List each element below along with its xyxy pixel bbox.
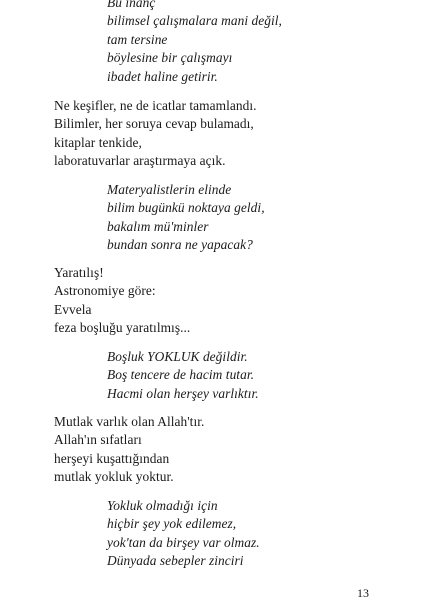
verse-line: ibadet haline getirir.	[107, 68, 218, 84]
verse-line: Boş tencere de hacim tutar.	[107, 367, 254, 383]
verse-line: Mutlak varlık olan Allah'tır.	[54, 414, 205, 429]
italic-stanza-1	[107, 0, 282, 86]
verse-line: yok'tan da birşey var olmaz.	[107, 534, 260, 550]
verse-line: bilimsel çalışmalara mani değil,	[107, 13, 282, 29]
roman-stanza-2	[54, 264, 190, 338]
verse-line: Bilimler, her soruya cevap bulamadı,	[54, 116, 254, 132]
italic-stanza-2	[107, 181, 265, 255]
verse-line: bakalım mü'minler	[107, 218, 209, 234]
verse-line: laboratuvarlar araştırmaya açık.	[54, 153, 226, 169]
verse-line: Yokluk olmadığı için	[107, 498, 218, 513]
italic-stanza-4	[107, 497, 260, 571]
verse-line: Hacmi olan herşey varlıktır.	[107, 385, 259, 401]
verse-line: tam tersine	[107, 31, 168, 47]
italic-stanza-3	[107, 348, 259, 403]
verse-line: bilim bugünkü noktaya geldi,	[107, 200, 265, 216]
roman-stanza-3	[54, 413, 204, 487]
verse-line: herşeyi kuşattığından	[54, 450, 170, 466]
verse-line: Evvela	[54, 301, 92, 317]
verse-line: hiçbir şey yok edilemez,	[107, 516, 237, 532]
verse-line: Boşluk YOKLUK değildir.	[107, 349, 248, 364]
verse-line: Astronomiye göre:	[54, 283, 156, 299]
roman-stanza-1	[54, 97, 257, 171]
verse-line: feza boşluğu yaratılmış...	[54, 320, 191, 336]
verse-line: Yaratılış!	[54, 265, 104, 280]
verse-line: Dünyada sebepler zinciri	[107, 553, 244, 569]
page-number: 13	[357, 586, 369, 600]
verse-line: Bu inanç	[107, 0, 156, 10]
verse-line: bundan sonra ne yapacak?	[107, 237, 253, 253]
verse-line: mutlak yokluk yoktur.	[54, 469, 174, 485]
verse-line: kitaplar tenkide,	[54, 134, 142, 150]
verse-line: Materyalistlerin elinde	[107, 182, 232, 197]
verse-line: Allah'ın sıfatları	[54, 432, 142, 448]
verse-line: Ne keşifler, ne de icatlar tamamlandı.	[54, 98, 257, 113]
verse-line: böylesine bir çalışmayı	[107, 50, 233, 66]
